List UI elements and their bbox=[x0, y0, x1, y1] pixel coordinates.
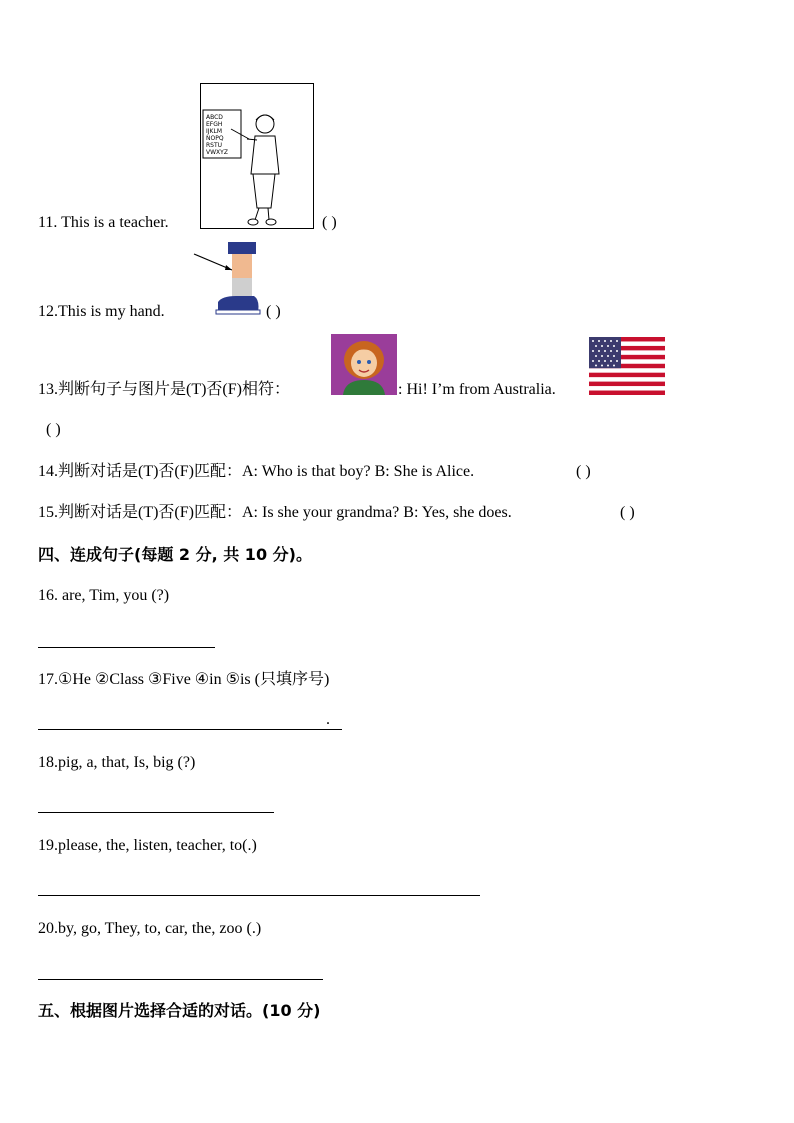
q13-paren: ( ) bbox=[46, 421, 61, 438]
q20-text: 20.by, go, They, to, car, the, zoo (.) bbox=[38, 920, 262, 937]
q16-answer-line[interactable] bbox=[38, 647, 215, 648]
board-letters-6: VWXYZ bbox=[206, 149, 228, 156]
q11-answer-paren[interactable] bbox=[322, 213, 337, 233]
question-14 bbox=[38, 462, 474, 482]
girl-portrait-image bbox=[331, 334, 397, 395]
section-4-title-text: 四、连成句子(每题 2 分, 共 10 分)。 bbox=[38, 545, 312, 564]
question-19 bbox=[38, 836, 257, 856]
question-18 bbox=[38, 753, 195, 773]
question-11 bbox=[38, 213, 169, 233]
board-letters-5: RSTU bbox=[206, 142, 223, 149]
q15-answer-paren[interactable] bbox=[620, 503, 635, 523]
q12-paren: ( ) bbox=[266, 303, 281, 320]
q17-end-mark-text: . bbox=[326, 711, 330, 728]
q19-answer-line[interactable] bbox=[38, 895, 480, 896]
teacher-image bbox=[200, 83, 314, 229]
q12-answer-paren[interactable] bbox=[266, 302, 281, 322]
question-20 bbox=[38, 919, 261, 939]
section-5-title-text: 五、根据图片选择合适的对话。(10 分) bbox=[38, 1001, 321, 1020]
board-letters-3: IJKLM bbox=[206, 128, 222, 135]
q11-paren: ( ) bbox=[322, 214, 337, 231]
q18-answer-line[interactable] bbox=[38, 812, 274, 813]
q14-answer-paren[interactable] bbox=[576, 462, 591, 482]
q17-answer-line[interactable] bbox=[38, 729, 342, 730]
q12-text: 12.This is my hand. bbox=[38, 303, 165, 320]
question-15 bbox=[38, 503, 512, 523]
q19-text: 19.please, the, listen, teacher, to(.) bbox=[38, 837, 257, 854]
q14-paren: ( ) bbox=[576, 463, 591, 480]
question-12 bbox=[38, 302, 165, 322]
section-5-title bbox=[38, 1001, 320, 1021]
question-13 bbox=[38, 380, 290, 400]
board-letters-4: NOPQ bbox=[206, 135, 224, 142]
q16-text: 16. are, Tim, you (?) bbox=[38, 587, 170, 604]
q17-end-mark bbox=[326, 710, 330, 730]
q15-paren: ( ) bbox=[620, 504, 635, 521]
section-4-title bbox=[38, 545, 312, 565]
q17-text: 17.①He ②Class ③Five ④in ⑤is (只填序号) bbox=[38, 671, 330, 688]
q15-text: 15.判断对话是(T)否(F)匹配：A: Is she your grandma? B: Yes, she does. bbox=[38, 504, 512, 521]
board-letters-2: EFGH bbox=[206, 121, 223, 128]
usa-flag-image bbox=[589, 337, 665, 395]
q20-answer-line[interactable] bbox=[38, 979, 323, 980]
q13-sentence-text: : Hi! I’m from Australia. bbox=[398, 381, 556, 398]
q13-answer-paren[interactable] bbox=[46, 420, 61, 440]
q11-text: 11. This is a teacher. bbox=[38, 214, 169, 231]
board-letters-1: ABCD bbox=[206, 114, 223, 121]
q18-text: 18.pig, a, that, Is, big (?) bbox=[38, 754, 196, 771]
leg-image bbox=[192, 240, 262, 320]
q13-text: 13.判断句子与图片是(T)否(F)相符： bbox=[38, 381, 290, 398]
q14-text: 14.判断对话是(T)否(F)匹配：A: Who is that boy? B: She is Alice. bbox=[38, 463, 475, 480]
question-16 bbox=[38, 586, 169, 606]
question-17 bbox=[38, 670, 329, 690]
q13-sentence bbox=[398, 380, 556, 400]
